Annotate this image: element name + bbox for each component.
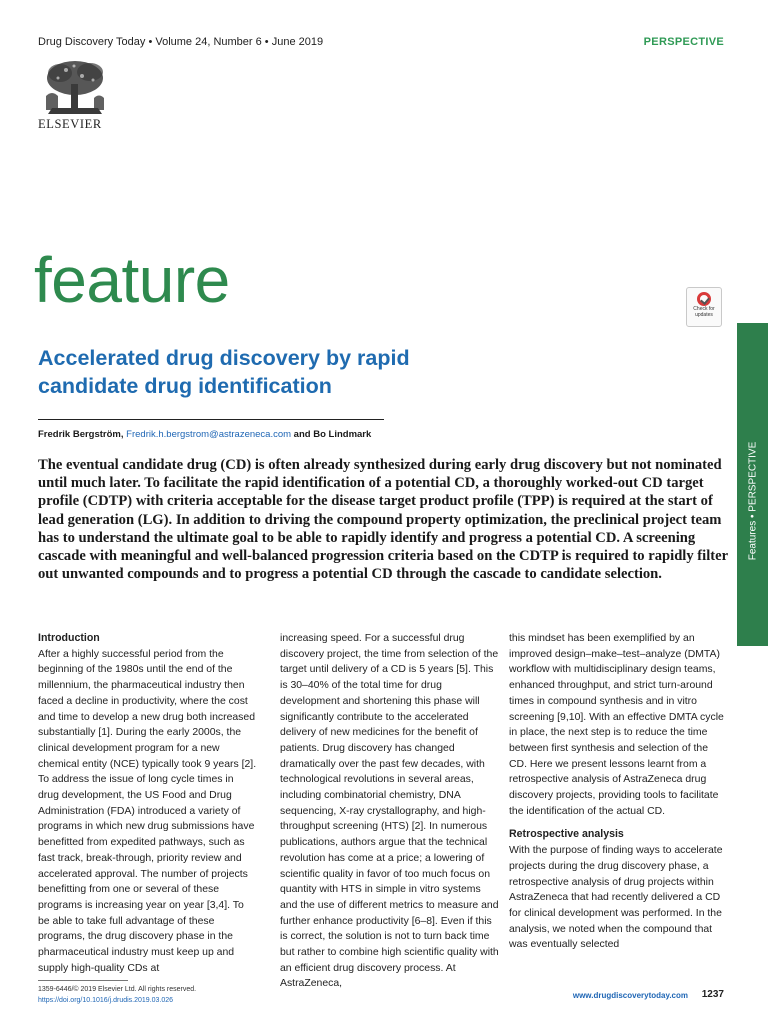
body-column-2 (280, 631, 499, 992)
section-tag: PERSPECTIVE (643, 36, 724, 48)
body-paragraph: After a highly successful period from the beginning of the 1980s until the end of the millennium, the pharmaceutical industry then faced a decline in productivity, where the cost and time to develop a new drug both increased substantially [1]. During the early 2000s, the clinical development program for a new chemical entity (NCE) typically took 9 years [2]. To address the issue of long cycle times in drug development, the US Food and Drug Administration (FDA) introduced a variety of programs in which new drug submissions have benefitted from expedited pathways, such as fast track, break-through, priority review and accelerated approval. The number of projects benefitting from one or several of these programs is increasing year on year [3,4]. To be able to take full advantage of these programs, the drug discovery phase in the pharmaceutical industry must keep up and supply high-quality CDs at (38, 648, 257, 974)
body-paragraph: increasing speed. For a successful drug discovery project, the time from selection of the target until delivery of a CD is 5 years [5]. This is 30–40% of the total time for drug development and shortening this phase will significantly contribute to the accelerated delivery of new medicines for the benefit of patients. Drug discovery has changed dramatically over the past few decades, with technological revolutions in several areas, including combinatorial chemistry, DNA sequencing, X-ray crystallography, and high-throughput screening (HTS) [2]. In numerous publications, authors argue that the technical revolution has come at a price; a lowering of scientific quality in favor of too much focus on quantity with HTS in simple in vitro systems and the use of different metrics to measure and further enhance productivity [6–8]. Even if this is correct, the solution is not to turn back time but rather to combine high scientific quality with an efficient drug discovery process. At AstraZeneca, (280, 633, 499, 990)
tree-logo-icon (38, 58, 112, 116)
article-title: Accelerated drug discovery by rapid candidate drug identification (38, 346, 410, 398)
abstract: The eventual candidate drug (CD) is often already synthesized during early drug discovery but not nominated until much later. To facilitate the rapid identification of a potential CD, a thoroughly worked-out CD target profile (CDTP) with criteria acceptable for the disease target product profile (TPP) is required at the start of lead generation (LG). In addition to driving the compound property optimization, the preclinical project team has to understand the ultimate goal to be able to rapidly identify and progress a potential CD. A screening cascade with meaningful and well-balanced progression criteria based on the CDTP is required to rapidly filter out unwanted compounds and to progress a potential CD through the cascade to candidate selection. (38, 457, 728, 583)
side-tab (737, 323, 768, 646)
check-updates-label: Check for updates (693, 306, 715, 318)
running-head: Drug Discovery Today • Volume 24, Number 6 • June 2019 (38, 36, 324, 48)
elsevier-logo (38, 58, 112, 132)
page-number: 1237 (701, 989, 724, 1000)
author-line (38, 429, 371, 440)
doi-link[interactable]: https://doi.org/10.1016/j.drudis.2019.03.026 (38, 996, 174, 1004)
introduction-heading: Introduction (38, 632, 100, 644)
body-paragraph: With the purpose of finding ways to accelerate projects during the drug discovery phase, a retrospective analysis of drug projects within AstraZeneca that had recently delivered a CD for clinical development was performed. In the analysis, we noted when the compound that was eventually selected (509, 845, 723, 951)
title-divider (38, 419, 384, 420)
issn-line: 1359-6446/© 2019 Elsevier Ltd. All rights reserved. (38, 986, 197, 993)
check-for-updates-badge[interactable] (686, 287, 722, 327)
author-2: Bo Lindmark (313, 429, 372, 440)
body-paragraph: this mindset has been exemplified by an improved design–make–test–analyze (DMTA) workflow with multidisciplinary design teams, enhanced throughput, and strict turn-around times in compound synthesis and in vitro screening [9,10]. With an effective DMTA cycle in place, the next step is to reduce the time between first synthesis and selection of the CD. Here we present lessons learnt from a retrospective analysis of AstraZeneca drug discovery projects, providing tools to facilitate the identification of the actual CD. (509, 633, 724, 817)
retrospective-heading: Retrospective analysis (509, 828, 624, 841)
body-column-3 (509, 631, 728, 953)
body-column-1 (38, 631, 257, 976)
journal-site-link[interactable]: www.drugdiscoverytoday.com (572, 991, 688, 1000)
side-tab-label: Features • PERSPECTIVE (747, 441, 758, 560)
check-updates-icon (697, 292, 711, 306)
author-email-link[interactable]: Fredrik.h.bergstrom@astrazeneca.com (126, 429, 292, 440)
author-1: Fredrik Bergström, (38, 429, 124, 440)
publisher-name: ELSEVIER (38, 117, 102, 131)
footer-divider (38, 980, 128, 981)
feature-heading: feature (34, 244, 230, 316)
author-connector: and (291, 429, 314, 440)
footer-copyright (38, 985, 196, 1006)
